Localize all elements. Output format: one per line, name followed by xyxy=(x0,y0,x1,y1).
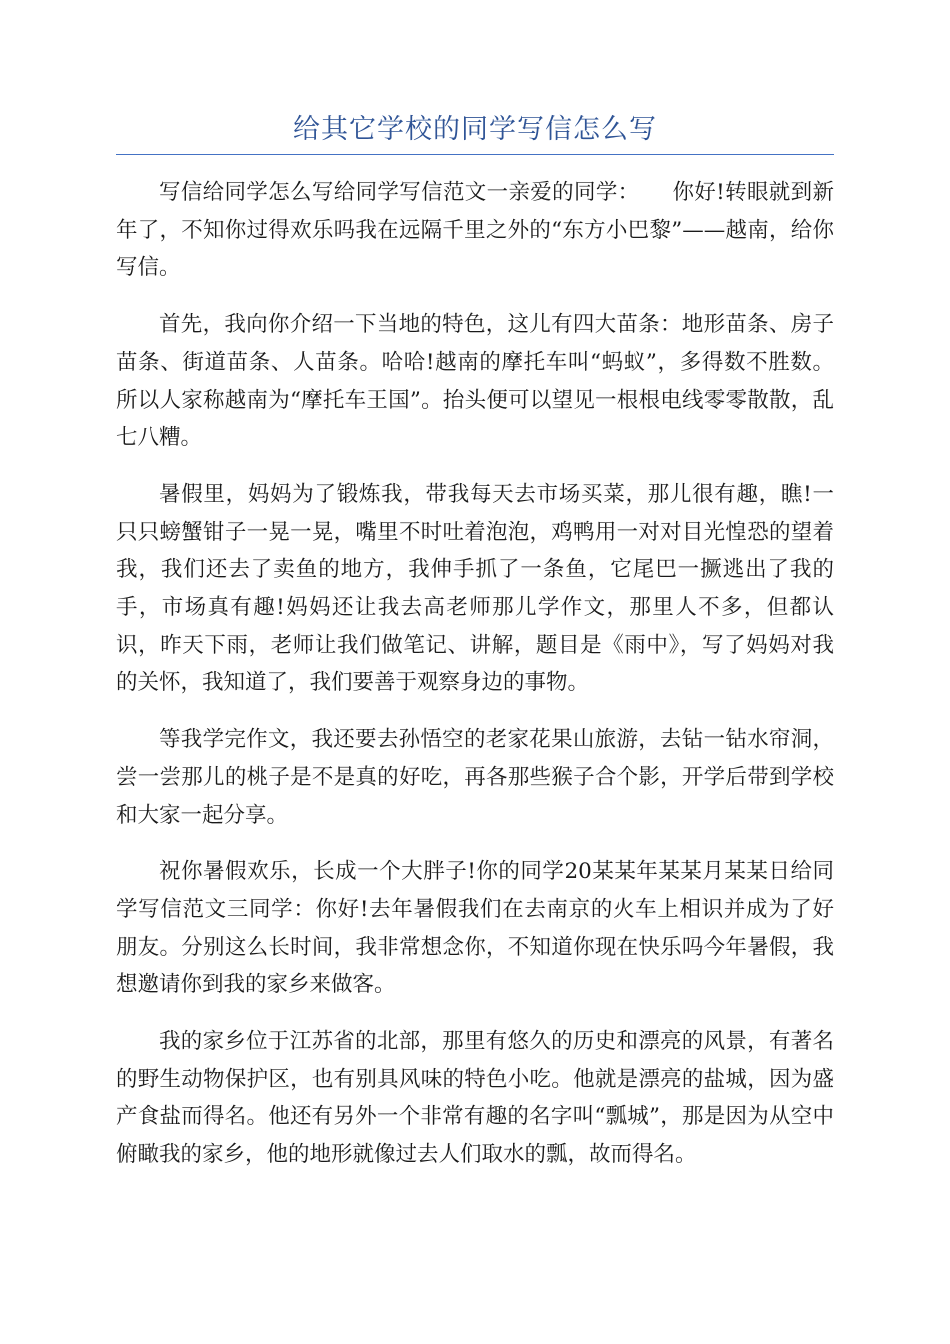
paragraph-4: 等我学完作文，我还要去孙悟空的老家花果山旅游，去钻一钻水帘洞，尝一尝那儿的桃子是不是真的好吃，再各那些猴子合个影，开学后带到学校和大家一起分享。 xyxy=(116,727,834,828)
paragraph-5: 祝你暑假欢乐，长成一个大胖子!你的同学20某某年某某月某某日给同学写信范文三同学：你好!去年暑假我们在去南京的火车上相识并成为了好朋友。分别这么长时间，我非常想念你，不知道你现在快乐吗今年暑假，我想邀请你到我的家乡来做客。 xyxy=(116,859,834,998)
title-underline xyxy=(116,154,834,155)
paragraph-3: 暑假里，妈妈为了锻炼我，带我每天去市场买菜，那儿很有趣，瞧!一只只螃蟹钳子一晃一晃，嘴里不时吐着泡泡，鸡鸭用一对对目光惶恐的望着我，我们还去了卖鱼的地方，我伸手抓了一条鱼，它尾巴一撅逃出了我的手，市场真有趣!妈妈还让我去高老师那儿学作文，那里人不多，但都认识，昨天下雨，老师让我们做笔记、讲解，题目是《雨中》，写了妈妈对我的关怀，我知道了，我们要善于观察身边的事物。 xyxy=(116,481,834,696)
paragraph-2: 首先，我向你介绍一下当地的特色，这儿有四大苗条：地形苗条、房子苗条、街道苗条、人苗条。哈哈!越南的摩托车叫“蚂蚁”，多得数不胜数。所以人家称越南为“摩托车王国”。抬头便可以望见一根根电线零零散散，乱七八糟。 xyxy=(116,312,834,451)
paragraph-6: 我的家乡位于江苏省的北部，那里有悠久的历史和漂亮的风景，有著名的野生动物保护区，也有别具风味的特色小吃。他就是漂亮的盐城，因为盛产食盐而得名。他还有另外一个非常有趣的名字叫“瓢城”，那是因为从空中俯瞰我的家乡，他的地形就像过去人们取水的瓢，故而得名。 xyxy=(116,1029,834,1168)
paragraph-1: 写信给同学怎么写给同学写信范文一亲爱的同学： 你好!转眼就到新年了，不知你过得欢乐吗我在远隔千里之外的“东方小巴黎”——越南，给你写信。 xyxy=(116,180,834,281)
document-title: 给其它学校的同学写信怎么写 xyxy=(293,114,657,145)
document-body xyxy=(116,174,834,1193)
